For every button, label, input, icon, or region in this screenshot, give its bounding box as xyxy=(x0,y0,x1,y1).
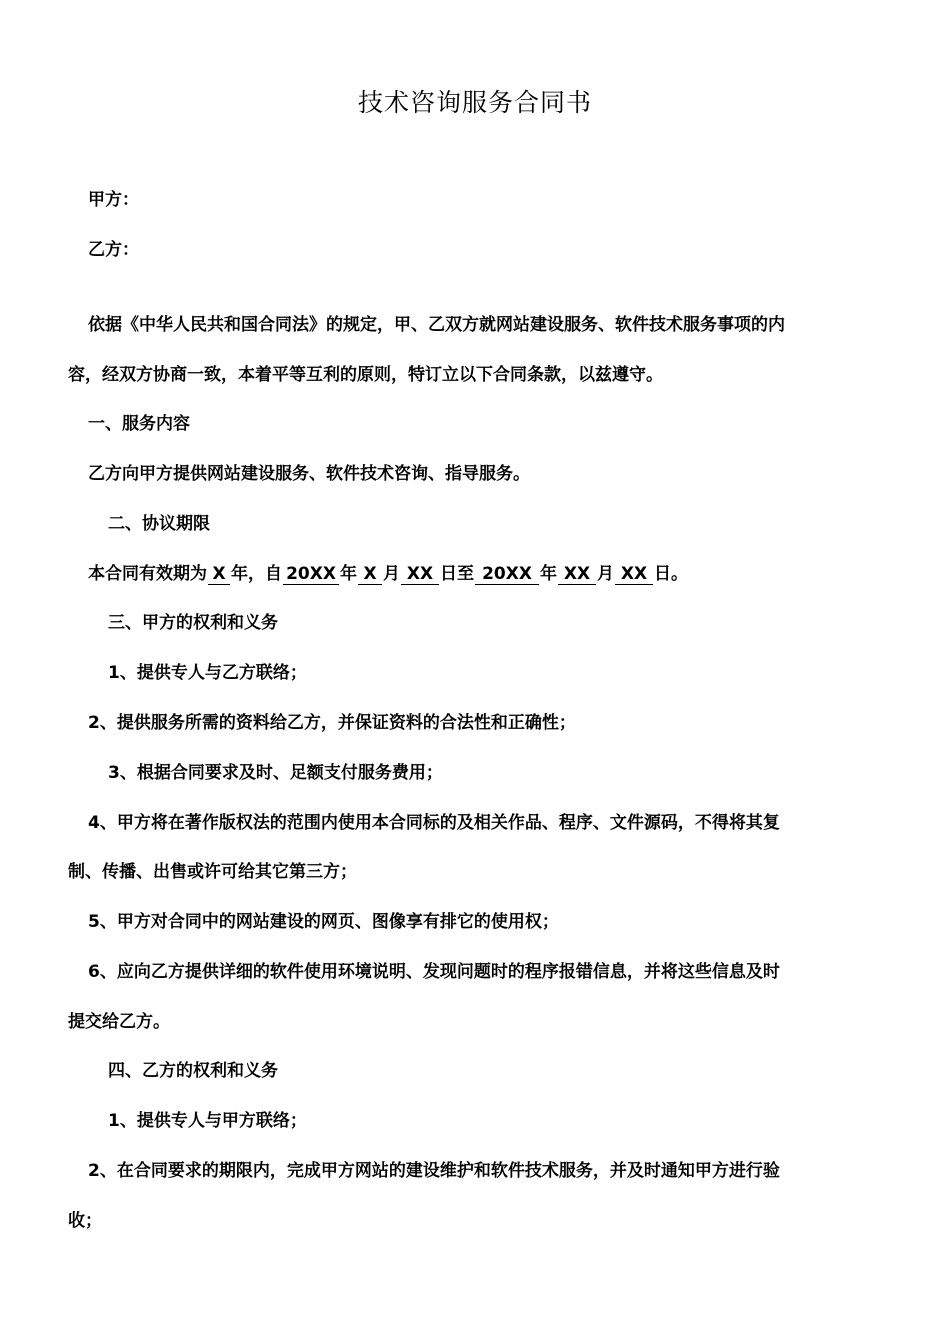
intro-paragraph-line2: 容，经双方协商一致，本着平等互利的原则，特订立以下合同条款，以兹遵守。 xyxy=(68,365,663,385)
term-text: 月 xyxy=(383,564,400,584)
term-prefix: 本合同有效期为 xyxy=(88,564,207,584)
term-years-blank: X xyxy=(208,564,230,585)
term-text: 月 xyxy=(597,564,614,584)
party-a-label: 甲方： xyxy=(88,190,139,210)
section4-item-1: 1、提供专人与甲方联络； xyxy=(108,1111,307,1131)
section3-heading: 三、甲方的权利和义务 xyxy=(108,613,278,633)
section3-item-4-line2: 制、传播、出售或许可给其它第三方； xyxy=(68,862,357,882)
start-year-blank: 20XX xyxy=(283,564,339,585)
term-sentence xyxy=(68,562,903,586)
section3-item-6-line1: 6、应向乙方提供详细的软件使用环境说明、发现问题时的程序报错信息，并将这些信息及时 xyxy=(88,962,780,982)
start-day-blank: XX xyxy=(401,564,439,585)
section3-item-1: 1、提供专人与乙方联络； xyxy=(108,663,307,683)
section3-item-5: 5、甲方对合同中的网站建设的网页、图像享有排它的使用权； xyxy=(88,912,559,932)
section1-heading: 一、服务内容 xyxy=(88,414,190,434)
section2-heading: 二、协议期限 xyxy=(108,514,210,534)
section3-item-6-line2: 提交给乙方。 xyxy=(68,1012,170,1032)
end-year-blank: 20XX xyxy=(475,564,539,585)
section4-heading: 四、乙方的权利和义务 xyxy=(108,1061,278,1081)
term-text: 年 xyxy=(340,564,357,584)
section3-item-3: 3、根据合同要求及时、足额支付服务费用； xyxy=(108,763,443,783)
section4-item-2-line1: 2、在合同要求的期限内，完成甲方网站的建设维护和软件技术服务，并及时通知甲方进行验 xyxy=(88,1161,780,1181)
term-text: 日。 xyxy=(654,564,688,584)
start-month-blank: X xyxy=(358,564,382,585)
party-b-label: 乙方： xyxy=(88,240,139,260)
section3-item-2: 2、提供服务所需的资料给乙方，并保证资料的合法性和正确性； xyxy=(88,713,576,733)
term-text: 年，自 xyxy=(231,564,282,584)
term-text: 日至 xyxy=(440,564,474,584)
term-text: 年 xyxy=(540,564,557,584)
end-day-blank: XX xyxy=(615,564,653,585)
intro-paragraph-line1: 依据《中华人民共和国合同法》的规定，甲、乙双方就网站建设服务、软件技术服务事项的内 xyxy=(88,315,785,335)
document-title: 技术咨询服务合同书 xyxy=(357,88,592,117)
section4-item-2-line2: 收； xyxy=(68,1211,102,1231)
section1-body: 乙方向甲方提供网站建设服务、软件技术咨询、指导服务。 xyxy=(88,464,530,484)
section3-item-4-line1: 4、甲方将在著作版权法的范围内使用本合同标的及相关作品、程序、文件源码，不得将其复 xyxy=(88,813,780,833)
end-month-blank: XX xyxy=(558,564,596,585)
